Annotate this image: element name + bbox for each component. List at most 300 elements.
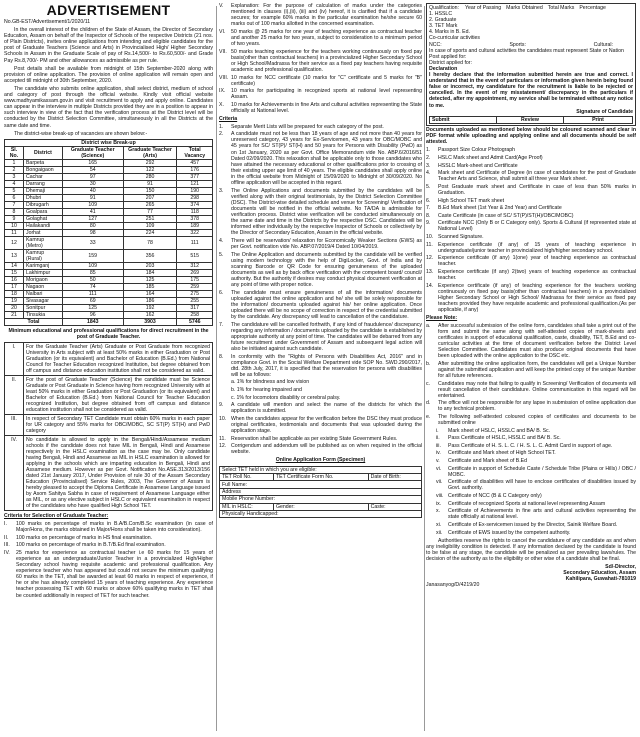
intro-paragraph: The district-wise break-up of vacancies are shown below:-: [14, 130, 148, 137]
document-item-text: B.Ed Mark sheet (1st Year & 2nd Year) and Certificate: [438, 205, 562, 212]
form-row: [220, 488, 422, 495]
document-item-marker: 2.: [426, 154, 431, 161]
criteria-item-text: There will be reservation/ relaxation for Economically Weaker Sections (EWS) as per Govt. notification vide No. ABP.07/2019/4 Dated 10/04/2019.: [231, 237, 422, 250]
table-cell: 377: [177, 173, 213, 180]
table-cell: 77: [123, 208, 177, 215]
note-subitem-marker: xii.: [436, 529, 443, 536]
table-cell: Nalbari: [23, 290, 62, 297]
qualification-marker: II.: [5, 375, 24, 414]
note-item: [426, 381, 636, 399]
document-item: [426, 255, 636, 267]
table-cell: 91: [62, 194, 123, 201]
criteria-item-marker: 12.: [219, 443, 227, 450]
criteria-item-text: When the candidates appear for the verification before the DSC they must produce original certificates, testimonials and documents that was uploaded during the application stage.: [231, 415, 422, 435]
document-item-marker: 3.: [426, 162, 431, 169]
signature-block: [426, 564, 636, 582]
document-item-text: High School TET mark sheet: [438, 197, 505, 204]
criteria-item-marker: 7.: [219, 321, 224, 328]
table-row: [5, 215, 213, 222]
note-item-text: The following self-attested coloured copies of certificates and documents to be submitted online: [438, 414, 636, 427]
criteria-item-text: A candidate must not be less than 18 years of age and not more than 40 years for unreserved category, 43 years for Ex-Servicemen, 43 years for OBC/MOBC and 45 years for SC/ ST(P)/ ST(H) and 50 years for Persons with Disability (PwD) as on 1st January, 2020 as per Govt. Office Memorandum vide No. ABP.6/2016/51 Dated 02/09/2020. This relaxation shall be applicable only to those candidates who have attained the necessary educational or other qualifications prior to crossing of their existing upper age limit of 40 years. The eligible candidates shall apply online in the official website from Midnight of 15/09/2020 to Midnight of 30/09/2020. No offline application will be accepted in this regard.: [231, 131, 422, 187]
table-cell: 74: [62, 283, 123, 290]
table-cell: 7: [5, 201, 24, 208]
table-cell: 11: [5, 229, 24, 236]
table-cell: 207: [123, 194, 177, 201]
qualification-columns: [465, 5, 606, 11]
criteria-item: [219, 124, 422, 130]
table-cell: 122: [123, 166, 177, 173]
qualification-marker: I.: [5, 342, 24, 375]
note-subitem-text: Certificate in support of Schedule Caste / Schedule Tribe (Plains or Hills) / OBC / MOBC.: [448, 465, 636, 478]
table-cell: Lakhimpur: [23, 269, 62, 276]
table-row: [5, 222, 213, 229]
table-cell: 69: [62, 297, 123, 304]
grad-criteria-item-marker: VII.: [219, 48, 227, 55]
document-item: [426, 213, 636, 219]
table-cell: 275: [177, 290, 213, 297]
form-field-label: Full Name:: [220, 481, 422, 488]
table-cell: 186: [123, 297, 177, 304]
table-cell: Sonitpur: [23, 304, 62, 311]
table-row: [5, 166, 213, 173]
post-applied-label: Post applied for:: [429, 53, 467, 60]
table-cell: 96: [62, 311, 123, 318]
criteria-list: [219, 124, 422, 456]
table-cell: 515: [177, 249, 213, 262]
note-subitem-text: Certificate of Ex-servicemen issued by the Director, Sainik Welfare Board.: [448, 521, 618, 528]
district-table-header-cell: District: [23, 146, 62, 159]
print-button[interactable]: Print: [563, 116, 632, 123]
note-subitem: [436, 508, 636, 520]
qualification-column: Year of Passing: [465, 5, 502, 11]
page-title: ADVERTISEMENT: [46, 3, 171, 18]
table-cell: Goalpara: [23, 208, 62, 215]
criteria-item: [219, 188, 422, 237]
document-item-marker: 5.: [426, 183, 431, 190]
table-cell: 33: [62, 236, 123, 249]
table-row: [5, 159, 213, 166]
grad-criteria-item: [219, 75, 422, 87]
criteria-item-text: Reservation shall be applicable as per existing State Government Rules.: [231, 435, 398, 442]
table-cell: 80: [62, 222, 123, 229]
co-curricular-field: Cultural:: [593, 41, 613, 48]
table-row: [5, 283, 213, 290]
criteria-item-marker: 11.: [219, 435, 226, 442]
document-item-text: Experience certificate (if any) 2(two) years of teaching experience as contractual teacher.: [438, 268, 636, 282]
document-item: [426, 198, 636, 204]
table-cell: 312: [177, 262, 213, 269]
table-cell: 30: [62, 180, 123, 187]
note-item-marker: e.: [426, 414, 431, 421]
document-item-text: Post Graduate mark sheet and Certificate in case of less than 50% marks in Graduation.: [438, 183, 636, 196]
table-cell: 85: [62, 269, 123, 276]
form-field-label: Date of Birth:: [368, 473, 421, 480]
note-item-text: After successful submission of the online form, candidates shall take a print out of the form and submit the same along with self-attested copies of mark-sheets and certificates in support of educational qualification, caste, disability, TET, B.Ed and co-curricular activities at the time of document verification before the District Level Selection Committee. Candidates must also produce original documents that have been uploaded with the online application to the DSC etc.: [438, 322, 636, 360]
note-item: [426, 361, 636, 379]
documents-list: [426, 147, 636, 313]
grad-criteria-item: [219, 3, 422, 27]
table-cell: 265: [123, 201, 177, 208]
note-subitem-marker: vi.: [436, 465, 442, 472]
document-item-text: Passport Size Colour Photograph: [438, 147, 515, 154]
document-item-marker: 9.: [426, 220, 431, 227]
criteria-item-marker: 3.: [219, 187, 224, 194]
table-cell: 18: [5, 290, 24, 297]
document-item: [426, 155, 636, 161]
criteria-item: [219, 416, 422, 434]
table-cell: 251: [123, 215, 177, 222]
table-row: [5, 304, 213, 311]
criteria-item: [219, 443, 422, 455]
table-cell: 20: [5, 304, 24, 311]
form-row: [220, 510, 422, 517]
form-field-label: Mobile Phone Number:: [220, 496, 422, 503]
grad-criteria-list: [4, 521, 213, 599]
table-cell: Barpeta: [23, 159, 62, 166]
table-cell: Golaghat: [23, 215, 62, 222]
table-cell: 12: [5, 236, 24, 249]
table-cell: 162: [123, 311, 177, 318]
grad-criteria-item-text: 10 marks for Achievements in fine Arts and cultural activities representing the State officially at National level.: [231, 101, 422, 114]
intro-paragraph: The candidate who submits online application, shall select district, medium of school and category of post through the official website. Kindly visit official website www.madhyamikassam.gov.in and visit recruitment to apply and apply online. Candidates can appear in the interview in multiple Districts provided they are in a position to appear in such interview in view of the fact that the verification process at the District level will be conducted by the District Selection Committee, simultaneously in all the Districts at the same date and time.: [4, 85, 213, 129]
table-row: [5, 311, 213, 318]
criteria-item-text: a. 1% for blindness and low vision: [231, 379, 310, 386]
table-cell: 259: [177, 283, 213, 290]
note-subitem: [436, 522, 636, 528]
district-table: [4, 139, 213, 326]
table-row: [5, 236, 213, 249]
table-row: [5, 173, 213, 180]
table-cell: 4: [5, 180, 24, 187]
criteria-item: [219, 402, 422, 414]
note-subitem-text: Certificate and Mark sheet of B.Ed: [448, 458, 528, 465]
form-row: [220, 481, 422, 488]
note-subitem: [436, 501, 636, 507]
note-item-marker: d.: [426, 400, 431, 407]
criteria-item-marker: 8.: [219, 353, 224, 360]
document-item: [426, 283, 636, 313]
table-cell: 127: [62, 215, 123, 222]
qualification-marker: III.: [5, 414, 24, 435]
table-cell: Darrang: [23, 180, 62, 187]
co-curricular-label: Co-curricular activities: [429, 35, 481, 42]
criteria-item-text: c. 1% for locomotors disability or cerebral palsy.: [231, 394, 341, 401]
document-item-marker: 8.: [426, 212, 431, 219]
criteria-item-marker: [219, 395, 231, 401]
signature-sd: Sd/-Director,: [605, 563, 636, 570]
note-subitem-marker: ii.: [436, 435, 440, 442]
form-field-label: TET Roll No.: [220, 473, 274, 480]
document-item-marker: 12.: [426, 255, 434, 262]
table-row: [5, 262, 213, 269]
document-item-text: Caste Certificate (in case of SC/ ST(P)/ST(H)/OBC/MOBC): [438, 212, 574, 219]
column-right: [426, 3, 636, 734]
grad-criteria-item: [219, 49, 422, 73]
document-item: [426, 205, 636, 211]
table-row: [5, 194, 213, 201]
grad-criteria-item-marker: IV.: [4, 549, 10, 556]
grad-criteria-item: [4, 535, 213, 541]
criteria-item: [219, 436, 422, 442]
qualification-row: [5, 375, 213, 414]
table-cell: 322: [177, 229, 213, 236]
table-cell: 14: [5, 262, 24, 269]
note-subitem-text: Certificate of EWS issued by the competent authority.: [448, 529, 571, 536]
table-cell: 6: [5, 194, 24, 201]
qualification-marker: IV.: [5, 435, 24, 510]
qualification-label: Qualification:: [429, 5, 459, 11]
note-subitem-text: Certificate of recognized Sports at national level representing Assam: [448, 500, 606, 507]
table-row: [5, 208, 213, 215]
qualification-row: [5, 414, 213, 435]
table-cell: 292: [123, 159, 177, 166]
note-subitem-marker: x.: [436, 508, 441, 515]
note-item-text: The office will not be responsible for any lapse in submission of online application due to any technical problem.: [438, 400, 636, 413]
note-subitem: [436, 443, 636, 449]
note-subitem-marker: v.: [436, 458, 440, 465]
grad-criteria-item-marker: VIII.: [219, 74, 229, 81]
table-cell: 9: [5, 215, 24, 222]
form-field-label: MIL in HSLC:: [220, 503, 274, 510]
table-cell: Jorhat: [23, 229, 62, 236]
document-item-text: Scanned Signature.: [438, 233, 484, 240]
form-continuation: [426, 3, 636, 126]
grad-criteria-item-text: Explanation: For the purpose of calculation of marks under the categories mentioned in clauses (i),(ii), (iii) and (iv) hereof, it is clarified that if a candidate secures; for example 60% marks in the particular examination he/she secure 60 marks out of 100 marks allotted in the concerned examination.: [231, 3, 422, 28]
criteria-item-text: b. 1% for hearing impaired and: [231, 387, 302, 394]
grad-criteria-item-text: 10 marks for participating in recognized sports at national level representing Assam.: [231, 88, 422, 101]
qualification-item: 4. Marks in B. Ed.: [429, 29, 470, 36]
criteria-item: [219, 387, 422, 393]
document-item-text: Certificate NCC (Only B or C Category only). Sports & Cultural (if represented state at National Level): [438, 220, 636, 233]
criteria-item: [219, 290, 422, 320]
document-item-marker: 11.: [426, 241, 433, 248]
criteria-item: [219, 238, 422, 250]
table-cell: 125: [123, 276, 177, 283]
district-table-header-cell: Graduate Teacher (Science): [62, 146, 123, 159]
table-cell: 40: [62, 187, 123, 194]
grad-criteria-item-text: 25 marks for experience as contractual teacher i.e 60 marks for 15 years of experience as an undergraduate/Junior Teacher in a provincialized High/Higher Secondary school having requisite academic and professional qualification. Any experience teacher who has appeared but could not secure the minimum qualifying 60 marks in the TET, shall be awarded at least 60 marks in respect of experience, if he or she has already completed 15 years of teaching experience. Any experience teacher possessing TET with 60 marks or above 60% qualifying marks in TET shall be counted additionally in respect of TET for such teacher.: [16, 549, 213, 599]
grad-criteria-item: [219, 102, 422, 114]
total-label: Total: [5, 318, 63, 325]
note-subitem-marker: iii.: [436, 442, 441, 449]
district-table-caption: District wise Break-up: [5, 139, 213, 146]
notes-list: [426, 323, 636, 427]
qualification-table: [4, 342, 213, 511]
table-cell: 317: [177, 304, 213, 311]
qualification-text: In respect of Secondary TET Candidate must obtain 60% marks in each paper for UR category and 55% marks for OBC/MOBC, SC ST(P) ST(H) and PwD category: [24, 414, 213, 435]
documents-heading: Documents uploaded as mentioned below should be coloured scanned and clear in PDF format while uploading and applying online and all documents should be self attested.: [426, 127, 636, 146]
document-item-text: Experience certificate (if any) of teaching experience for the teachers working continuously on fixed pay basis(other than contractual teachers) in a provincialized Higher Secondary School or High School/ Madrassa for their service as fixed pay teachers provided they have requisite academic and professional qualification.(As per applicable, if any): [438, 282, 636, 314]
district-table-total-row: [5, 318, 213, 325]
grad-criteria-item: [4, 550, 213, 599]
district-table-header-cell: Graduate Teacher (Arts): [123, 146, 177, 159]
submit-button[interactable]: Submit: [430, 116, 497, 123]
form-field-label: Caste:: [368, 503, 421, 510]
criteria-item-marker: 4.: [219, 237, 224, 244]
min-qualification-heading: Minimum educational and professional qualifications for direct recruitment in the post of Graduate Teacher.: [8, 327, 209, 340]
table-cell: 109: [62, 262, 123, 269]
review-button[interactable]: Review: [496, 116, 563, 123]
intro-paragraph: In the overall interest of the children of the State of Assam, the Director of Secondary Education, Assam on behalf of the Inspector of Schools of the respective Districts (21 nos. of Plain Districts), invites online applications from intending and eligible candidates for the post of Graduate Teachers (Science and Arts) in Provincialised High/ Higher Secondary Schools in Assam in the Graduate Scale of pay of Rs.14,500/- to Rs.60,500/- and Grade Pay Rs.8,700/- PM and other allowances as admissible as per rule.: [4, 27, 213, 64]
qualification-column: Total Marks: [547, 5, 575, 11]
criteria-item-marker: [219, 387, 231, 393]
form-field-label: Physically Handicapped:: [220, 510, 422, 517]
table-cell: 8: [5, 208, 24, 215]
form-field-label: Address: [220, 488, 422, 495]
table-cell: 111: [62, 290, 123, 297]
table-cell: Kamrup (Rural): [23, 249, 62, 262]
district-table-header: [5, 146, 213, 159]
table-cell: Karimganj: [23, 262, 62, 269]
note-subitem: [436, 466, 636, 478]
form-action-bar: [429, 116, 633, 124]
table-cell: Hailakandi: [23, 222, 62, 229]
table-cell: Dhemaji: [23, 187, 62, 194]
note-item-text: After submitting the online application form, the candidates will get a Unique Number against the submitted application and will keep the printed copy of the unique Number for all future references.: [438, 360, 636, 379]
table-row: [5, 290, 213, 297]
table-cell: 190: [177, 187, 213, 194]
qualification-item: 3. TET Mark: [429, 23, 458, 30]
table-cell: 97: [62, 173, 123, 180]
grad-criteria-list-continued: [219, 3, 422, 114]
table-row: [5, 180, 213, 187]
form-field-label: TET Certificate Form No.: [273, 473, 368, 480]
grad-criteria-item: [219, 88, 422, 100]
declaration-label: Declaration: [429, 65, 458, 72]
criteria-item-text: The Online Application and documents submitted by the candidate will be verified using modern technology with the help of DigiLocker, Govt. of India and by scanning Barcode or QR Code for ensuring genuineness of the uploaded documents as well as by back office verification with the competent board/ council/ authority. But the authority if desires may conduct physical document verification at any point of time with proper notice.: [231, 251, 422, 289]
document-item: [426, 234, 636, 240]
criteria-item: [219, 395, 422, 401]
table-cell: Nagaon: [23, 283, 62, 290]
table-cell: 374: [177, 201, 213, 208]
criteria-item: [219, 379, 422, 385]
table-cell: 255: [177, 297, 213, 304]
declaration-text: I hereby declare that the information submitted herein are true and correct. I understand that in the event of particulars or information given herein being found false or incorrect, my candidature for the recruitment is liable to be rejected or cancelled. In the event of my misstatement/ discrepancy in the particulars if detected, after my appointment, my service shall be terminated without any notice to me.: [429, 72, 633, 109]
column-divider: [216, 6, 217, 731]
form-row: [220, 466, 422, 473]
note-subitem-marker: iv.: [436, 450, 441, 457]
notes-sublist: [426, 428, 636, 536]
note-subitem-marker: i.: [436, 427, 439, 434]
document-item-marker: 7.: [426, 205, 431, 212]
document-item-text: Mark sheet and Certificate of Degree (in case of candidates for the post of Graduate Teacher Arts and Science, shall submit all three year Mark sheet.: [438, 170, 636, 183]
criteria-item-marker: 6.: [219, 289, 224, 296]
document-item: [426, 242, 636, 254]
table-cell: Dibrugarh: [23, 201, 62, 208]
table-cell: 159: [62, 249, 123, 262]
note-item: [426, 400, 636, 412]
note-subitem: [436, 435, 636, 441]
table-cell: 298: [177, 194, 213, 201]
criteria-item-text: A candidate will mention and select the name of the districts for which the application is submitted.: [231, 402, 422, 415]
criteria-item-marker: 10.: [219, 415, 227, 422]
qualification-text: For the post of Graduate Teacher (Science) the candidate must be Science Graduate or Post Graduate in Science having from recognized University with at least 50% marks in either Graduation or Post Graduation (or its equivalent) and Bachelor of Education (B.Ed.) from National Council for Teacher Education recognized Institution, but degree obtained from off campus and distance education institution shall not be considered as valid.: [24, 375, 213, 414]
table-cell: 5: [5, 187, 24, 194]
note-subitem-marker: vii.: [436, 479, 443, 486]
criteria-item-marker: 5.: [219, 251, 224, 258]
form-field-label: Select TET held in which you are eligible:: [220, 466, 422, 473]
grad-criteria-item-marker: III.: [4, 542, 10, 549]
note-subitem: [436, 428, 636, 434]
note-subitem-marker: xi.: [436, 521, 442, 528]
table-cell: 1: [5, 159, 24, 166]
table-cell: 184: [123, 269, 177, 276]
table-cell: Dhubri: [23, 194, 62, 201]
document-item: [426, 220, 636, 232]
table-cell: 78: [123, 236, 177, 249]
document-item-marker: 13.: [426, 268, 434, 275]
criteria-item-text: The candidate must ensure genuineness of all the information/ documents uploaded against the online application and he/ she will be solely responsible for the information/ documents uploaded against his/ her online application. Once uploaded there will be no scope of correction in respect of the credential submitted by the candidate. Any discrepancy will lead to cancellation of the candidature.: [231, 289, 422, 320]
document-item: [426, 147, 636, 153]
table-row: [5, 229, 213, 236]
criteria-item: [219, 354, 422, 378]
note-item-marker: b.: [426, 360, 431, 367]
co-curricular-field: Sports:: [509, 41, 526, 48]
candidate-signature-label: Signature of Candidate: [576, 108, 633, 115]
document-item: [426, 184, 636, 196]
table-cell: 2: [5, 166, 24, 173]
table-cell: 98: [62, 229, 123, 236]
document-item: [426, 269, 636, 281]
grad-criteria-item-marker: X.: [219, 101, 224, 108]
grad-criteria-item-marker: IX.: [219, 88, 226, 95]
table-row: [5, 187, 213, 194]
table-cell: 121: [177, 180, 213, 187]
table-cell: 280: [123, 173, 177, 180]
note-subitem-marker: viii.: [436, 493, 444, 500]
document-item-text: Experience certificate (if any) of 15 years of teaching experience in undergraduate/junior teacher in provincialized high/higher secondary school.: [438, 241, 636, 254]
note-item-marker: c.: [426, 380, 431, 387]
note-subitem: [436, 493, 636, 499]
note-item-text: Candidates may note that failing to qualify in Screening/ Verification of documents will result cancellation of their candidature. Online communication in this regard will be entertained.: [438, 380, 636, 399]
criteria-item: [219, 322, 422, 352]
table-cell: 185: [123, 283, 177, 290]
footer-reference: Janasanyog/D/4219/20: [426, 582, 480, 589]
table-cell: 192: [123, 304, 177, 311]
form-row: [220, 473, 422, 480]
table-cell: 175: [177, 276, 213, 283]
grad-criteria-item-text: 100 marks on percentage of marks in HS final examination.: [16, 534, 153, 541]
note-subitem: [436, 479, 636, 491]
form-row: [220, 496, 422, 503]
note-subitem: [436, 530, 636, 536]
table-cell: 13: [5, 249, 24, 262]
qualification-item: 2. Graduate: [429, 17, 457, 24]
note-subitem-text: Pass Certificate of H. S. L. C. / H. S. L. C. Admit Card in support of age.: [448, 442, 613, 449]
table-cell: 91: [123, 180, 177, 187]
total-value: 5746: [177, 318, 213, 325]
grad-criteria-item-marker: V.: [219, 3, 224, 9]
reference-number: No.GB-EST/Advertisement/1/2020/11: [4, 19, 91, 25]
table-cell: 21: [5, 311, 24, 318]
table-row: [5, 269, 213, 276]
table-row: [5, 201, 213, 208]
district-table-header-cell: Sl. No.: [5, 146, 24, 159]
note-subitem-text: Pass Certificate of HSLC, HSSLC and BA/ B. Sc.: [448, 435, 561, 442]
table-cell: 17: [5, 283, 24, 290]
document-item: [426, 163, 636, 169]
application-form-table: [219, 466, 422, 519]
grad-criteria-item-text: 100 marks on percentage of marks in B.T/B.Ed final examination.: [16, 542, 166, 549]
form-field-label: Gender:: [273, 503, 368, 510]
grad-criteria-item-text: 50 marks teaching experience for the teachers working continuously on fixed pay basis(other than contractual teachers) in a provincialized Higher Secondary School or High School/Madrassa for their service as a fixed pay teachers having requisite academic and professional qualification.: [231, 48, 422, 73]
co-curricular-note: In case of sports and cultural activities the candidates must represent State or Nation: [429, 47, 624, 54]
table-cell: 224: [123, 229, 177, 236]
criteria-item-text: Corrigendum and addendum will be published as on when required in the official website.: [231, 443, 422, 456]
qualification-column: Percentage: [579, 5, 606, 11]
table-cell: 3: [5, 173, 24, 180]
form-row: [220, 503, 422, 510]
